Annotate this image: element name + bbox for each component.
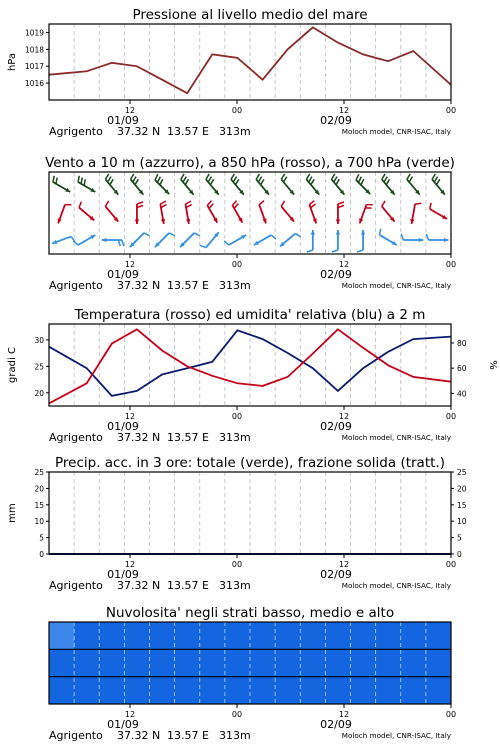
cloud-cell (300, 649, 326, 676)
cloud-cell (351, 622, 377, 649)
barb-feather (281, 201, 284, 206)
wind-barb (401, 234, 423, 242)
barb-feather (311, 179, 314, 184)
cloud-cell (325, 622, 351, 649)
barb-feather (135, 179, 138, 184)
barb-feather (415, 203, 421, 204)
plot-frame (49, 472, 451, 554)
station-elevation: 313m (219, 125, 251, 138)
barb-feather (110, 179, 113, 184)
cloud-cell (401, 649, 427, 676)
cloud-cell (300, 677, 326, 704)
wind-barb (259, 201, 266, 224)
cloud-cell (99, 677, 125, 704)
cloud-cell (99, 649, 125, 676)
barb-feather (105, 201, 108, 206)
date-label: 01/09 (107, 420, 139, 433)
cloud-cell (49, 677, 75, 704)
wind-barb (224, 235, 246, 245)
barb-feather (144, 233, 150, 236)
wind-barb (185, 201, 191, 224)
wind-barb (430, 203, 447, 219)
barb-head (336, 230, 340, 235)
wind-barb (181, 174, 194, 195)
panel-3 (7, 307, 498, 444)
barb-feather (430, 203, 431, 209)
cloud-cell (150, 677, 176, 704)
y-tick-label: 5 (39, 533, 44, 543)
cloud-cell (200, 677, 226, 704)
wind-barb (102, 238, 124, 246)
barb-feather (361, 179, 364, 185)
barb-feather (209, 204, 213, 209)
station-lon: 13.57 E (167, 579, 209, 592)
panel-title: Vento a 10 m (azzurro), a 850 hPa (rosso), a 700 hPa (verde) (45, 155, 455, 171)
x-tick-label: 00 (445, 260, 457, 269)
date-label: 02/09 (320, 568, 352, 581)
barb-feather (382, 174, 385, 179)
barb-feather (84, 179, 85, 185)
station-lon: 13.57 E (167, 729, 209, 742)
barb-head (52, 240, 57, 244)
y-tick-label: 1018 (24, 45, 44, 55)
barb-feather (432, 174, 435, 179)
cloud-cell (175, 649, 201, 676)
barb-feather (53, 176, 54, 182)
date-label: 02/09 (320, 718, 352, 731)
wind-barb (306, 174, 319, 195)
wind-barb (281, 201, 294, 222)
wind-barb (131, 174, 144, 195)
cloud-cell (150, 649, 176, 676)
wind-barb (407, 174, 420, 195)
y-tick-label: 1017 (24, 62, 44, 72)
cloud-cell (124, 649, 150, 676)
x-tick-label: 00 (445, 710, 457, 719)
y-right-tick-label: 10 (457, 517, 467, 527)
cloud-cell (325, 649, 351, 676)
x-tick-label: 12 (338, 710, 350, 719)
cloud-cell (200, 622, 226, 649)
barb-feather (169, 233, 175, 236)
wind-barb (206, 174, 219, 195)
barb-feather (384, 177, 387, 182)
station-name: Agrigento (49, 431, 103, 444)
cloud-cell (426, 622, 452, 649)
cloud-cell (401, 677, 427, 704)
panel-title: Temperatura (rosso) ed umidita' relativa (blu) a 2 m (74, 307, 426, 323)
barb-feather (160, 179, 163, 185)
y-axis-label: mm (7, 503, 18, 523)
panel-1 (7, 7, 456, 138)
y-right-tick-label: 20 (457, 484, 467, 494)
cloud-cell (150, 622, 176, 649)
wind-barb (256, 174, 269, 195)
barb-head (311, 230, 315, 235)
wind-barb (359, 205, 373, 224)
cloud-cell (74, 649, 100, 676)
barb-feather (131, 174, 134, 179)
barb-feather (206, 174, 209, 179)
barb-feather (380, 229, 381, 235)
x-tick-label: 00 (231, 710, 243, 719)
barb-feather (434, 177, 437, 182)
barb-feather (183, 177, 186, 182)
y-tick-label: 1019 (24, 28, 44, 38)
barb-feather (332, 250, 338, 252)
date-label: 02/09 (320, 420, 352, 433)
station-name: Agrigento (49, 579, 103, 592)
y-right-tick-label: 25 (457, 468, 467, 477)
wind-barb (380, 229, 397, 245)
barb-feather (232, 201, 236, 206)
x-tick-label: 12 (338, 412, 350, 421)
wind-barb (432, 174, 445, 195)
wind-barb (231, 174, 244, 195)
wind-barb (336, 202, 344, 224)
cloud-cell (225, 649, 251, 676)
date-label: 01/09 (107, 268, 139, 281)
wind-barb (58, 205, 72, 224)
wind-barb (382, 174, 395, 195)
wind-barb (200, 232, 219, 247)
barb-feather (307, 250, 313, 252)
wind-barb (280, 234, 301, 247)
station-lat: 37.32 N (117, 579, 161, 592)
y-tick-label: 30 (34, 335, 44, 345)
barb-feather (160, 201, 166, 204)
barb-feather (401, 234, 403, 240)
barb-feather (133, 177, 136, 182)
cloud-cell (49, 649, 75, 676)
wind-barb (130, 233, 150, 247)
cloud-cell (250, 649, 276, 676)
x-tick-label: 12 (124, 560, 136, 569)
barb-feather (281, 174, 284, 179)
x-tick-label: 00 (231, 560, 243, 569)
x-tick-label: 00 (445, 560, 457, 569)
barb-feather (332, 174, 335, 179)
y-tick-label: 15 (34, 500, 44, 510)
y-right-tick-label: 0 (457, 550, 462, 559)
station-elevation: 313m (219, 729, 251, 742)
barb-feather (181, 174, 184, 179)
cloud-cell (124, 677, 150, 704)
wind-barb (105, 201, 118, 222)
station-name: Agrigento (49, 279, 103, 292)
y-right-tick-label: 5 (457, 533, 462, 543)
cloud-cell (300, 622, 326, 649)
wind-barb (382, 201, 395, 222)
y-right-tick-label: 15 (457, 500, 467, 510)
barb-feather (231, 174, 234, 179)
model-credit: Moloch model, CNR-ISAC, Italy (341, 433, 451, 442)
wind-barb (254, 235, 276, 245)
x-tick-label: 00 (231, 260, 243, 269)
wind-barb (356, 174, 370, 194)
barb-feather (137, 202, 143, 204)
y-tick-label: 20 (34, 484, 44, 494)
x-tick-label: 12 (124, 710, 136, 719)
barb-head (361, 230, 365, 235)
station-lat: 37.32 N (117, 125, 161, 138)
barb-feather (356, 174, 359, 180)
y-right-tick-label: 80 (457, 338, 467, 348)
x-tick-label: 12 (124, 412, 136, 421)
barb-feather (258, 177, 261, 182)
barb-feather (309, 177, 312, 182)
station-elevation: 313m (219, 279, 251, 292)
y-tick-label: 0 (39, 550, 44, 559)
barb-feather (338, 202, 344, 204)
barb-feather (407, 174, 410, 179)
x-tick-label: 12 (124, 106, 136, 115)
barb-feather (358, 177, 361, 183)
y-axis-label: hPa (7, 52, 18, 72)
barb-feather (382, 201, 385, 206)
barb-feather (236, 179, 239, 184)
wind-barb (426, 234, 448, 242)
wind-barb (160, 201, 166, 224)
barb-feather (78, 176, 79, 182)
wind-barb (73, 235, 95, 245)
barb-feather (309, 201, 314, 205)
barb-head (359, 218, 363, 223)
barb-feather (155, 174, 158, 180)
barb-feather (261, 179, 264, 184)
barb-feather (259, 201, 264, 205)
panel-title: Precip. acc. in 3 ore: totale (verde), frazione solida (tratt.) (55, 455, 445, 471)
date-label: 01/09 (107, 568, 139, 581)
wind-barb (232, 201, 242, 223)
y-tick-label: 25 (34, 362, 44, 372)
barb-feather (186, 205, 192, 208)
date-label: 02/09 (320, 268, 352, 281)
panel-title: Pressione al livello medio del mare (132, 7, 368, 23)
wind-barb (207, 201, 217, 223)
barb-feather (122, 240, 124, 246)
station-lon: 13.57 E (167, 125, 209, 138)
x-tick-label: 12 (338, 560, 350, 569)
barb-feather (234, 204, 238, 209)
barb-head (58, 218, 62, 223)
station-lat: 37.32 N (117, 729, 161, 742)
barb-feather (207, 201, 211, 206)
panel-4 (7, 455, 467, 592)
cloud-cell (124, 622, 150, 649)
cloud-cell (426, 649, 452, 676)
barb-head (336, 219, 340, 224)
barb-feather (256, 174, 259, 179)
barb-feather (386, 179, 389, 184)
cloud-cell (200, 649, 226, 676)
barb-feather (306, 174, 309, 179)
barb-feather (79, 202, 81, 208)
barb-feather (81, 178, 82, 184)
barb-feather (336, 179, 339, 184)
cloud-cell (376, 622, 402, 649)
barb-feather (185, 179, 188, 184)
barb-feather (108, 177, 111, 182)
cloud-cell (376, 649, 402, 676)
cloud-cell (325, 677, 351, 704)
y-tick-label: 1016 (24, 79, 44, 89)
cloud-cell (99, 622, 125, 649)
barb-feather (210, 179, 213, 184)
x-tick-label: 12 (124, 260, 136, 269)
barb-feather (311, 204, 316, 208)
station-lon: 13.57 E (167, 279, 209, 292)
station-lat: 37.32 N (117, 279, 161, 292)
barb-feather (194, 233, 200, 236)
cloud-cell (175, 677, 201, 704)
barb-feather (409, 177, 412, 182)
barb-feather (185, 201, 191, 204)
wind-barb (281, 174, 294, 195)
cloud-cell (225, 622, 251, 649)
wind-barb (307, 230, 315, 252)
cloud-cell (250, 677, 276, 704)
barb-feather (56, 178, 57, 184)
panel-2 (45, 155, 456, 292)
station-elevation: 313m (219, 431, 251, 444)
wind-barb (105, 174, 118, 195)
wind-barb (332, 174, 345, 195)
barb-head (444, 238, 449, 242)
cloud-cell (275, 649, 301, 676)
wind-barb (79, 202, 94, 221)
wind-barb (135, 202, 143, 224)
x-tick-label: 12 (338, 106, 350, 115)
x-tick-label: 12 (338, 260, 350, 269)
wind-barb (410, 203, 421, 224)
station-lat: 37.32 N (117, 431, 161, 444)
wind-barb (332, 230, 340, 252)
barb-feather (357, 250, 363, 252)
panel-title: Nuvolosita' negli strati basso, medio e alto (105, 605, 395, 621)
model-credit: Moloch model, CNR-ISAC, Italy (341, 281, 451, 290)
panel-5 (49, 605, 456, 742)
y-tick-label: 25 (34, 468, 44, 477)
barb-head (313, 218, 317, 223)
barb-head (262, 218, 266, 223)
barb-feather (157, 177, 160, 183)
y-right-tick-label: 60 (457, 364, 467, 374)
wind-barb (180, 233, 200, 247)
barb-head (419, 238, 424, 242)
y-tick-label: 10 (34, 517, 44, 527)
barb-feather (437, 179, 440, 184)
wind-barb (155, 233, 175, 247)
barb-feather (105, 174, 108, 179)
cloud-cell (74, 677, 100, 704)
barb-head (135, 219, 139, 224)
cloud-cell (250, 622, 276, 649)
x-tick-label: 00 (231, 106, 243, 115)
y-right-tick-label: 40 (457, 389, 467, 399)
y-right-axis-label: % (487, 360, 498, 370)
wind-barb (52, 237, 75, 244)
barb-feather (208, 177, 211, 182)
station-lon: 13.57 E (167, 431, 209, 444)
y-axis-label: gradi C (7, 347, 18, 383)
wind-barb (357, 230, 365, 252)
cloud-cell (175, 622, 201, 649)
date-label: 01/09 (107, 718, 139, 731)
cloud-cell (401, 622, 427, 649)
model-credit: Moloch model, CNR-ISAC, Italy (341, 731, 451, 740)
x-tick-label: 00 (445, 412, 457, 421)
model-credit: Moloch model, CNR-ISAC, Italy (341, 127, 451, 136)
cloud-cell (49, 622, 75, 649)
wind-barb (155, 174, 169, 194)
barb-feather (334, 177, 337, 182)
cloud-cell (376, 677, 402, 704)
cloud-cell (275, 677, 301, 704)
model-credit: Moloch model, CNR-ISAC, Italy (341, 581, 451, 590)
date-label: 02/09 (320, 114, 352, 127)
cloud-cell (225, 677, 251, 704)
barb-head (102, 238, 107, 242)
wind-barb (78, 176, 95, 192)
station-name: Agrigento (49, 125, 103, 138)
cloud-cell (351, 649, 377, 676)
cloud-cell (275, 622, 301, 649)
barb-feather (233, 177, 236, 182)
cloud-cell (74, 622, 100, 649)
cloud-cell (351, 677, 377, 704)
cloud-cell (426, 677, 452, 704)
x-tick-label: 00 (231, 412, 243, 421)
barb-feather (426, 234, 428, 240)
wind-barb (309, 201, 316, 224)
wind-barb (53, 176, 70, 192)
barb-feather (284, 177, 287, 182)
station-elevation: 313m (219, 579, 251, 592)
barb-feather (200, 245, 206, 247)
y-tick-label: 20 (34, 388, 44, 398)
x-tick-label: 00 (445, 106, 457, 115)
barb-feather (161, 205, 167, 208)
station-name: Agrigento (49, 729, 103, 742)
date-label: 01/09 (107, 114, 139, 127)
